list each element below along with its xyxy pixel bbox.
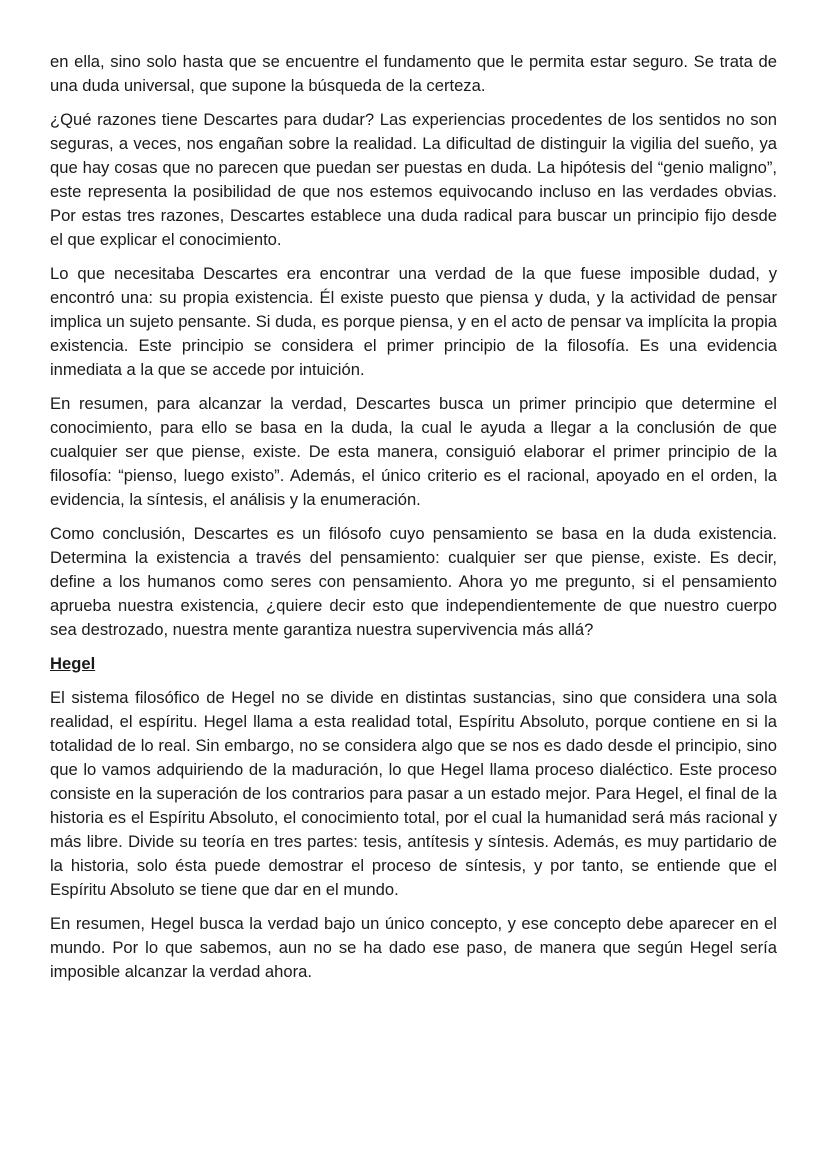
document-page xyxy=(50,50,777,994)
paragraph-descartes-summary: En resumen, para alcanzar la verdad, Descartes busca un primer principio que determine el conocimiento, para ello se basa en la duda, la cual le ayuda a llegar a la conclusión de que cualquier ser que piense, existe. De esta manera, consiguió elaborar el primer principio de la filosofía: “pienso, luego existo”. Además, el único criterio es el racional, apoyado en el orden, la evidencia, la síntesis, el análisis y la enumeración. xyxy=(50,394,777,509)
paragraph-descartes-conclusion: Como conclusión, Descartes es un filósofo cuyo pensamiento se basa en la duda existencia. Determina la existencia a través del pensamiento: cualquier ser que piense, existe. Es decir, define a los humanos como seres con pensamiento. Ahora yo me pregunto, si el pensamiento aprueba nuestra existencia, ¿quiere decir esto que independientemente de que nuestro cuerpo sea destrozado, nuestra mente garantiza nuestra supervivencia más allá? xyxy=(50,524,777,639)
paragraph-doubt-intro: en ella, sino solo hasta que se encuentre el fundamento que le permita estar seguro. Se trata de una duda universal, que supone la búsqueda de la certeza. xyxy=(50,52,777,95)
paragraph-reasons-to-doubt: ¿Qué razones tiene Descartes para dudar? Las experiencias procedentes de los sentidos no son seguras, a veces, nos engañan sobre la realidad. La dificultad de distinguir la vigilia del sueño, ya que hay cosas que no parecen que puedan ser puestas en duda. La hipótesis del “genio maligno”, este representa la posibilidad de que nos estemos equivocando incluso en las verdades obvias. Por estas tres razones, Descartes establece una duda radical para buscar un principio fijo desde el que explicar el conocimiento. xyxy=(50,110,777,249)
section-heading-hegel: Hegel xyxy=(50,654,96,673)
paragraph-own-existence: Lo que necesitaba Descartes era encontrar una verdad de la que fuese imposible dudad, y encontró una: su propia existencia. Él existe puesto que piensa y duda, y la actividad de pensar implica un sujeto pensante. Si duda, es porque piensa, y en el acto de pensar va implícita la propia existencia. Este principio se considera el primer principio de la filosofía. Es una evidencia inmediata a la que se accede por intuición. xyxy=(50,264,777,379)
paragraph-hegel-summary: En resumen, Hegel busca la verdad bajo un único concepto, y ese concepto debe aparecer en el mundo. Por lo que sabemos, aun no se ha dado ese paso, de manera que según Hegel sería imposible alcanzar la verdad ahora. xyxy=(50,914,777,981)
paragraph-hegel-system: El sistema filosófico de Hegel no se divide en distintas sustancias, sino que considera una sola realidad, el espíritu. Hegel llama a esta realidad total, Espíritu Absoluto, porque contiene en si la totalidad de lo real. Sin embargo, no se considera algo que se nos es dado desde el principio, sino que lo vamos adquiriendo de la maduración, lo que Hegel llama proceso dialéctico. Este proceso consiste en la superación de los contrarios para pasar a un estado mejor. Para Hegel, el final de la historia es el Espíritu Absoluto, el conocimiento total, por el cual la humanidad será más racional y más libre. Divide su teoría en tres partes: tesis, antítesis y síntesis. Además, es muy partidario de la historia, solo ésta puede demostrar el proceso de síntesis, y por tanto, se entiende que el Espíritu Absoluto se tiene que dar en el mundo. xyxy=(50,688,777,899)
